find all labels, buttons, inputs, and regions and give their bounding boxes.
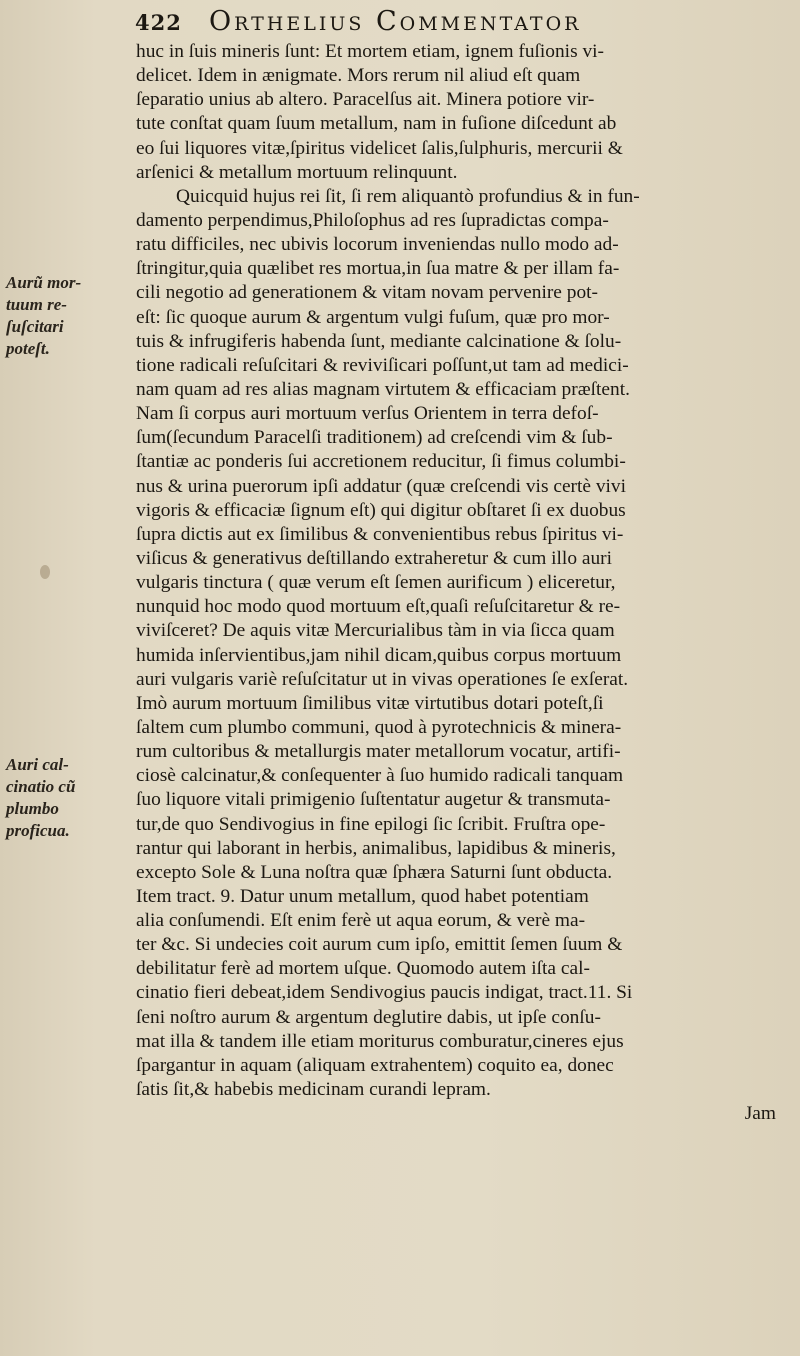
text-line: eo ſui liquores vitæ,ſpiritus videlicet ſalis,ſulphuris, mercurii &	[136, 137, 623, 159]
text-line: ter &c. Si undecies coit aurum cum ipſo, emittit ſemen ſuum &	[136, 934, 623, 956]
text-line: ſum(ſecundum Paracelſi traditionem) ad creſcendi vim & ſub-	[136, 427, 613, 449]
text-line: ratu difficiles, nec ubivis locorum inveniendas nullo modo ad-	[136, 234, 619, 256]
marginal-note-line: Auri cal-	[6, 755, 69, 774]
running-title: Orthelius Commentator	[209, 6, 582, 37]
text-line: nunquid hoc modo quod mortuum eſt,quaſi reſuſcitaretur & re-	[136, 596, 621, 618]
text-line: ſtringitur,quia quælibet res mortua,in ſua matre & per illam fa-	[136, 258, 620, 280]
text-line: tur,de quo Sendivogius in fine epilogi ſic ſcribit. Fruſtra ope-	[136, 813, 606, 835]
marginal-note-line: ſuſcitari	[6, 317, 64, 336]
text-line: nus & urina puerorum ipſi addatur (quæ creſcendi vis certè vivi	[136, 475, 627, 497]
text-line: alia conſumendi. Eſt enim ferè ut aqua eorum, & verè ma-	[136, 910, 586, 932]
text-line: viſicus & generativus deſtillando extraheretur & cum illo auri	[136, 547, 613, 569]
marginal-note-line: plumbo	[6, 799, 59, 818]
text-line: mat illa & tandem ille etiam moriturus comburatur,cineres ejus	[136, 1030, 624, 1052]
text-line: auri vulgaris variè reſuſcitatur ut in vivas operationes ſe exſerat.	[136, 668, 629, 690]
text-line: Item tract. 9. Datur unum metallum, quod habet potentiam	[136, 885, 589, 907]
marginal-note-1	[6, 272, 134, 360]
text-line: viviſceret? De aquis vitæ Mercurialibus tàm in via ſicca quam	[136, 620, 615, 642]
text-line: Nam ſi corpus auri mortuum verſus Orientem in terra defoſ-	[136, 403, 599, 425]
marginal-note-line: poteſt.	[6, 339, 50, 358]
text-line: excepto Sole & Luna noſtra quæ ſphæra Saturni ſunt obducta.	[136, 861, 613, 883]
marginal-note-line: Aurũ mor-	[6, 273, 82, 292]
text-line: Jam	[744, 1103, 776, 1125]
body-text	[136, 40, 786, 1126]
text-line: huc in ſuis mineris ſunt: Et mortem etiam, ignem fuſionis vi-	[136, 41, 605, 62]
text-line: arſenici & metallum mortuum relinquunt.	[136, 161, 458, 183]
marginal-note-line: proficua.	[6, 821, 70, 840]
text-line: rum cultoribus & metallurgis mater metallorum vocatur, artifi-	[136, 741, 621, 763]
text-line: ſupra dictis aut ex ſimilibus & convenientibus rebus ſpiritus vi-	[136, 523, 624, 545]
text-line: vigoris & efficaciæ ſignum eſt) qui digitur obſtaret ſi ex duobus	[136, 499, 626, 521]
text-line: rantur qui laborant in herbis, animalibus, lapidibus & mineris,	[136, 837, 616, 859]
text-line: ſuo liquore vitali primigenio ſuſtentatur augetur & transmuta-	[136, 789, 611, 811]
marginal-note-line: tuum re-	[6, 295, 67, 314]
text-line: nam quam ad res alias magnam virtutem & efficaciam præſtent.	[136, 378, 630, 400]
text-line: humida inſervientibus,jam nihil dicam,quibus corpus mortuum	[136, 644, 622, 666]
page-header	[135, 6, 775, 40]
text-line: delicet. Idem in ænigmate. Mors rerum nil aliud eſt quam	[136, 65, 581, 87]
marginal-note-line: cinatio cũ	[6, 777, 76, 796]
text-line: ſaltem cum plumbo communi, quod à pyrotechnicis & minera-	[136, 716, 622, 738]
text-line: cili negotio ad generationem & vitam novam pervenire pot-	[136, 282, 598, 304]
text-line: ſtantiæ ac ponderis ſui accretionem reducitur, ſi fimus columbi-	[136, 451, 626, 473]
text-line: debilitatur ferè ad mortem uſque. Quomodo autem iſta cal-	[136, 958, 590, 980]
text-line: Quicquid hujus rei ſit, ſi rem aliquantò profundius & in fun-	[176, 185, 640, 207]
text-line: ſeni noſtro aurum & argentum deglutire dabis, ut ipſe conſu-	[136, 1006, 601, 1028]
text-line: tione radicali reſuſcitari & reviviſicari poſſunt,ut tam ad medici-	[136, 354, 629, 376]
text-line: damento perpendimus,Philoſophus ad res ſupradictas compa-	[136, 209, 609, 231]
page-number: 422	[135, 10, 182, 35]
marginal-note-2	[6, 754, 134, 842]
text-line: ſatis ſit,& habebis medicinam curandi lepram.	[136, 1079, 491, 1101]
text-line: ſpargantur in aquam (aliquam extrahentem) coquito ea, donec	[136, 1054, 614, 1076]
text-line: Imò aurum mortuum ſimilibus vitæ virtutibus dotari poteſt,ſi	[136, 692, 604, 714]
text-line: tuis & infrugiferis habenda ſunt, mediante calcinatione & ſolu-	[136, 330, 622, 352]
text-line: tute conſtat quam ſuum metallum, nam in fuſione diſcedunt ab	[136, 113, 617, 135]
text-line: cinatio fieri debeat,idem Sendivogius paucis indigat, tract.11. Si	[136, 982, 633, 1004]
text-line: ſeparatio unius ab altero. Paracelſus ait. Minera potiore vir-	[136, 89, 595, 111]
text-line: eſt: ſic quoque aurum & argentum vulgi fuſum, quæ pro mor-	[136, 306, 610, 328]
text-line: ciosè calcinatur,& conſequenter à ſuo humido radicali tanquam	[136, 765, 624, 787]
text-line: vulgaris tinctura ( quæ verum eſt ſemen aurificum ) eliceretur,	[136, 572, 616, 594]
paper-stain	[40, 565, 50, 579]
